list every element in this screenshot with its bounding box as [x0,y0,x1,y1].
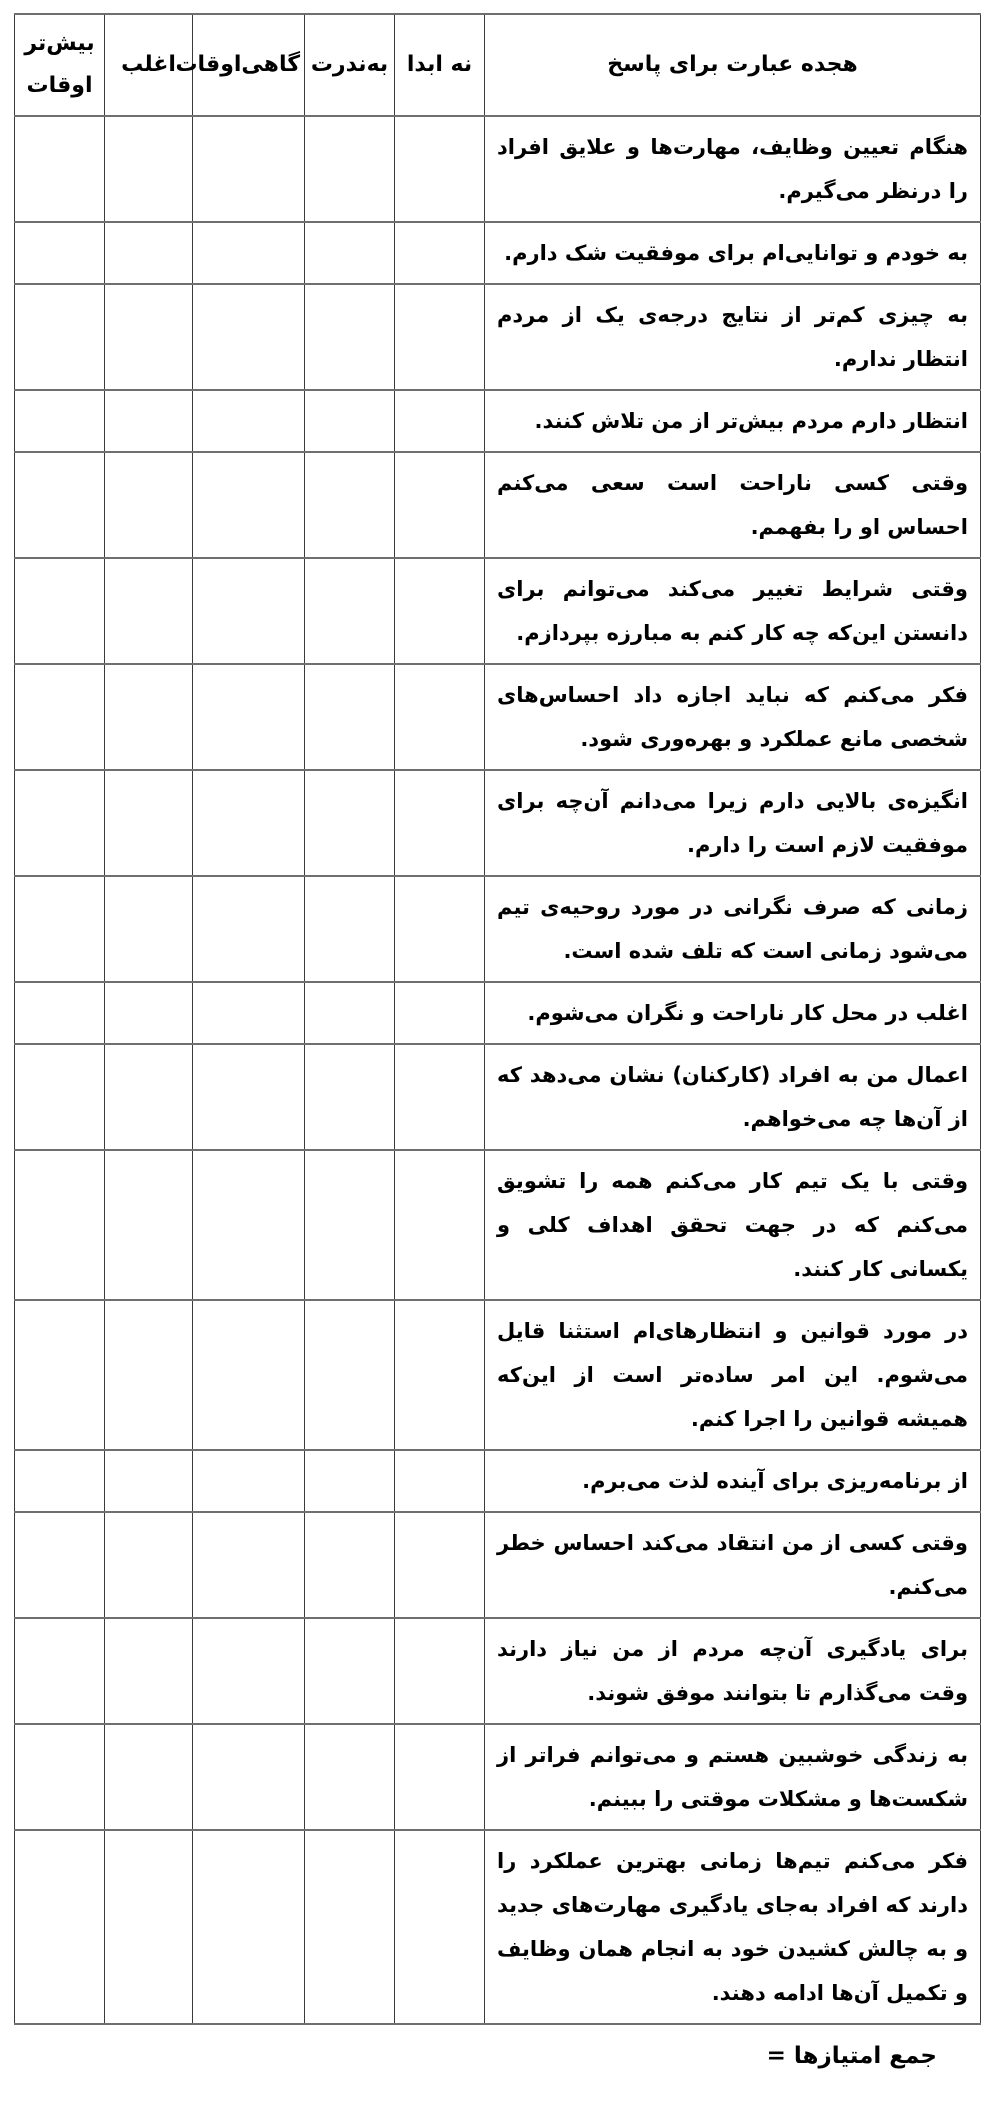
answer-cell-rarely[interactable] [305,1830,395,2024]
statement-text: فکر می‌کنم که نباید اجازه داد احساس‌های شخصی مانع عملکرد و بهره‌وری شود. [497,683,968,751]
answer-cell-sometimes[interactable] [193,1150,305,1300]
answer-cell-rarely[interactable] [305,452,395,558]
statement-text: وقتی کسی از من انتقاد می‌کند احساس خطر می‌کنم. [497,1531,968,1599]
answer-cell-sometimes[interactable] [193,1300,305,1450]
answer-cell-never[interactable] [395,1724,485,1830]
answer-cell-never[interactable] [395,1512,485,1618]
header-option-never: نه ابدا [395,14,485,116]
statement-cell [485,770,981,876]
answer-cell-sometimes[interactable] [193,116,305,222]
answer-cell-often[interactable] [105,390,193,452]
statement-text: وقتی با یک تیم کار می‌کنم همه را تشویق می‌کنم که در جهت تحقق اهداف کلی و یکسانی کار کنند. [497,1169,968,1281]
answer-cell-often[interactable] [105,284,193,390]
answer-cell-most-often[interactable] [15,558,105,664]
answer-cell-often[interactable] [105,1512,193,1618]
statement-row [15,116,981,222]
statement-cell [485,390,981,452]
answer-cell-rarely[interactable] [305,284,395,390]
answer-cell-often[interactable] [105,1830,193,2024]
statement-text: انتظار دارم مردم بیش‌تر از من تلاش کنند. [534,409,968,433]
answer-cell-most-often[interactable] [15,982,105,1044]
answer-cell-sometimes[interactable] [193,1044,305,1150]
answer-cell-rarely[interactable] [305,982,395,1044]
answer-cell-never[interactable] [395,222,485,284]
statement-text: در مورد قوانین و انتظارهای‌ام استثنا قایل می‌شوم. این امر ساده‌تر است از این‌که همیشه قوانین را اجرا کنم. [497,1319,968,1431]
answer-cell-never[interactable] [395,1830,485,2024]
answer-cell-sometimes[interactable] [193,222,305,284]
statement-row [15,1044,981,1150]
answer-cell-rarely[interactable] [305,1450,395,1512]
answer-cell-sometimes[interactable] [193,876,305,982]
statement-cell [485,1044,981,1150]
answer-cell-sometimes[interactable] [193,558,305,664]
statement-cell [485,664,981,770]
statement-row [15,558,981,664]
statement-cell [485,876,981,982]
answer-cell-often[interactable] [105,982,193,1044]
answer-cell-most-often[interactable] [15,1512,105,1618]
answer-cell-rarely[interactable] [305,558,395,664]
statement-row [15,664,981,770]
answer-cell-often[interactable] [105,1618,193,1724]
answer-cell-often[interactable] [105,222,193,284]
answer-cell-never[interactable] [395,664,485,770]
statement-cell [485,1618,981,1724]
answer-cell-never[interactable] [395,1044,485,1150]
answer-cell-never[interactable] [395,1450,485,1512]
statement-text: وقتی شرایط تغییر می‌کند می‌توانم برای دانستن این‌که چه کار کنم به مبارزه بپردازم. [497,577,968,645]
answer-cell-sometimes[interactable] [193,452,305,558]
answer-cell-often[interactable] [105,770,193,876]
answer-cell-most-often[interactable] [15,1450,105,1512]
answer-cell-rarely[interactable] [305,770,395,876]
statement-cell [485,452,981,558]
statement-row [15,1512,981,1618]
statement-cell [485,1830,981,2024]
statement-row [15,1150,981,1300]
statement-cell [485,1724,981,1830]
answer-cell-never[interactable] [395,1618,485,1724]
answer-cell-rarely[interactable] [305,1150,395,1300]
statement-text: از برنامه‌ریزی برای آینده لذت می‌برم. [582,1469,968,1493]
answer-cell-never[interactable] [395,770,485,876]
statement-row [15,770,981,876]
answer-cell-most-often[interactable] [15,1150,105,1300]
answer-cell-most-often[interactable] [15,1618,105,1724]
answer-cell-sometimes[interactable] [193,664,305,770]
answer-cell-often[interactable] [105,1300,193,1450]
header-option-sometimes: گاهی‌اوقات [193,14,305,116]
answer-cell-sometimes[interactable] [193,1618,305,1724]
statement-row [15,1724,981,1830]
statement-cell [485,1300,981,1450]
statements-body [15,116,981,2024]
answer-cell-often[interactable] [105,876,193,982]
answer-cell-never[interactable] [395,390,485,452]
answer-cell-rarely[interactable] [305,1724,395,1830]
answer-cell-sometimes[interactable] [193,982,305,1044]
statement-text: اغلب در محل کار ناراحت و نگران می‌شوم. [527,1001,968,1025]
answer-cell-never[interactable] [395,1150,485,1300]
answer-cell-rarely[interactable] [305,1044,395,1150]
answer-cell-never[interactable] [395,1300,485,1450]
answer-cell-sometimes[interactable] [193,390,305,452]
statement-row [15,1300,981,1450]
answer-cell-never[interactable] [395,558,485,664]
answer-cell-never[interactable] [395,452,485,558]
statement-text: انگیزه‌ی بالایی دارم زیرا می‌دانم آن‌چه برای موفقیت لازم است را دارم. [497,789,968,857]
answer-cell-never[interactable] [395,876,485,982]
statement-cell [485,1450,981,1512]
statement-text: وقتی کسی ناراحت است سعی می‌کنم احساس او را بفهمم. [497,471,968,539]
statement-row [15,1830,981,2024]
statement-cell [485,284,981,390]
statement-text: به زندگی خوشبین هستم و می‌توانم فراتر از شکست‌ها و مشکلات موقتی را ببینم. [497,1743,968,1811]
answer-cell-most-often[interactable] [15,1300,105,1450]
answer-cell-rarely[interactable] [305,1300,395,1450]
answer-cell-most-often[interactable] [15,1724,105,1830]
answer-cell-most-often[interactable] [15,284,105,390]
answer-cell-often[interactable] [105,558,193,664]
answer-cell-often[interactable] [105,116,193,222]
statement-text: به خودم و توانایی‌ام برای موفقیت شک دارم. [504,241,968,265]
header-option-rarely: به‌ندرت [305,14,395,116]
answer-cell-rarely[interactable] [305,222,395,284]
answer-cell-rarely[interactable] [305,390,395,452]
statement-row [15,1450,981,1512]
statement-text: هنگام تعیین وظایف، مهارت‌ها و علایق افراد را درنظر می‌گیرم. [497,135,968,203]
statement-text: فکر می‌کنم تیم‌ها زمانی بهترین عملکرد را دارند که افراد به‌جای یادگیری مهارت‌های جدید و به چالش کشیدن خود به انجام همان وظایف و تکمیل آن‌ها ادامه دهند. [497,1849,968,2005]
statement-text: اعمال من به افراد (کارکنان) نشان می‌دهد که از آن‌ها چه می‌خواهم. [497,1063,968,1131]
answer-cell-rarely[interactable] [305,1512,395,1618]
answer-cell-often[interactable] [105,452,193,558]
answer-cell-most-often[interactable] [15,770,105,876]
answer-cell-rarely[interactable] [305,876,395,982]
answer-cell-rarely[interactable] [305,1618,395,1724]
answer-cell-most-often[interactable] [15,390,105,452]
answer-cell-often[interactable] [105,1150,193,1300]
answer-cell-sometimes[interactable] [193,1450,305,1512]
total-score-label: جمع امتیازها = [766,2043,937,2069]
answer-cell-sometimes[interactable] [193,1830,305,2024]
statement-text: زمانی که صرف نگرانی در مورد روحیه‌ی تیم می‌شود زمانی است که تلف شده است. [497,895,968,963]
answer-cell-never[interactable] [395,284,485,390]
answer-cell-most-often[interactable] [15,664,105,770]
header-row [15,14,981,116]
answer-cell-sometimes[interactable] [193,1512,305,1618]
statement-cell [485,558,981,664]
answer-cell-often[interactable] [105,1044,193,1150]
answer-cell-often[interactable] [105,1724,193,1830]
statement-text: به چیزی کم‌تر از نتایج درجه‌ی یک از مردم انتظار ندارم. [497,303,968,371]
answer-cell-most-often[interactable] [15,1830,105,2024]
answer-cell-most-often[interactable] [15,1044,105,1150]
statement-row [15,222,981,284]
statement-cell [485,1150,981,1300]
answer-cell-most-often[interactable] [15,116,105,222]
answer-cell-sometimes[interactable] [193,770,305,876]
statement-cell [485,222,981,284]
statement-row [15,982,981,1044]
statement-row [15,390,981,452]
answer-cell-sometimes[interactable] [193,284,305,390]
header-statement-label: هجده عبارت برای پاسخ [485,14,981,116]
answer-cell-often[interactable] [105,1450,193,1512]
answer-cell-sometimes[interactable] [193,1724,305,1830]
answer-cell-most-often[interactable] [15,452,105,558]
statement-text: برای یادگیری آن‌چه مردم از من نیاز دارند وقت می‌گذارم تا بتوانند موفق شوند. [497,1637,968,1705]
answer-cell-never[interactable] [395,982,485,1044]
statement-row [15,876,981,982]
statement-row [15,452,981,558]
statement-row [15,1618,981,1724]
statement-row [15,284,981,390]
answer-cell-most-often[interactable] [15,876,105,982]
answer-cell-rarely[interactable] [305,664,395,770]
header-option-often: اغلب [105,14,193,116]
answer-cell-most-often[interactable] [15,222,105,284]
statement-cell [485,1512,981,1618]
statement-cell [485,982,981,1044]
header-option-most-often: بیش‌تر اوقات [15,14,105,116]
answer-cell-rarely[interactable] [305,116,395,222]
statement-cell [485,116,981,222]
answer-cell-often[interactable] [105,664,193,770]
questionnaire-table [14,13,981,2025]
answer-cell-never[interactable] [395,116,485,222]
